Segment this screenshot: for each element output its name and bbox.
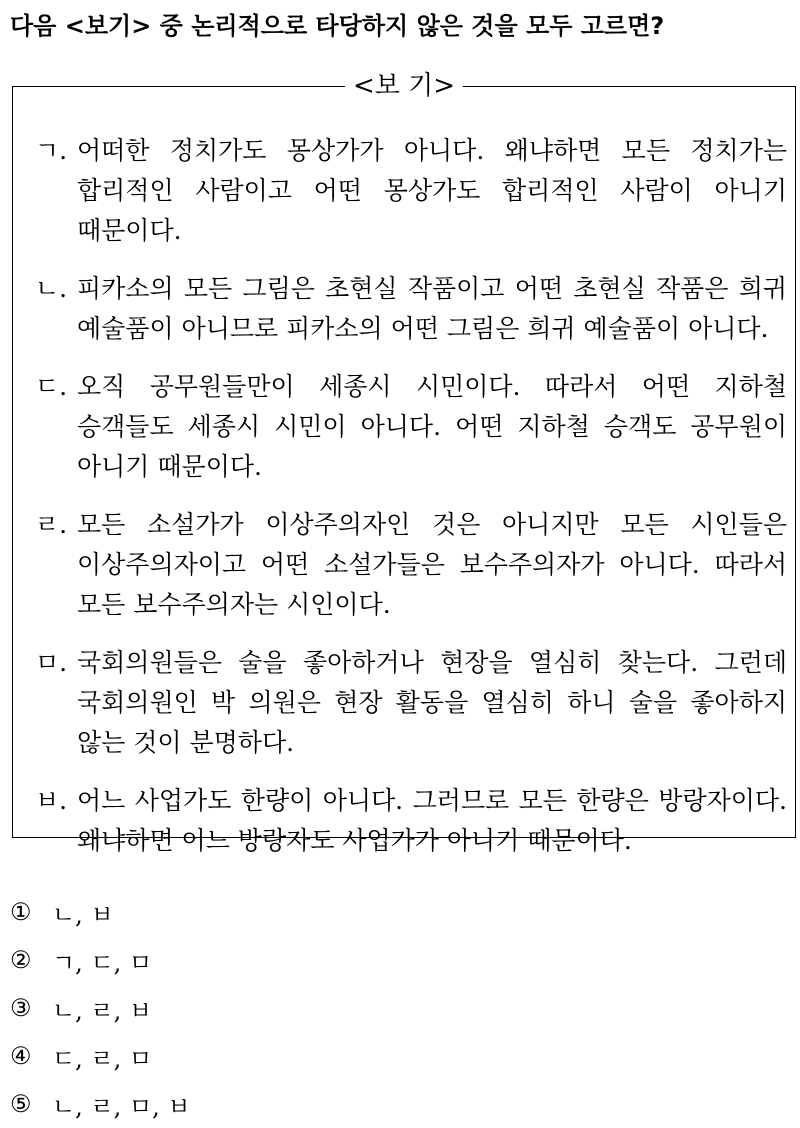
example-item-label: ㄷ. xyxy=(35,372,68,401)
example-item xyxy=(35,505,787,625)
example-item xyxy=(35,367,787,487)
example-item xyxy=(35,131,787,251)
choice-text: ㄴ, ㄹ, ㅁ, ㅂ xyxy=(52,1092,191,1121)
example-box-title: <보 기> xyxy=(345,69,463,103)
example-item-label: ㅂ. xyxy=(35,786,68,815)
example-item-text: 오직 공무원들만이 세종시 시민이다. 따라서 어떤 지하철 승객들도 세종시 시민이 아니다. 어떤 지하철 승객도 공무원이 아니기 때문이다. xyxy=(77,372,787,481)
choice-number: ⑤ xyxy=(10,1090,32,1118)
example-item xyxy=(35,269,787,349)
example-item-label: ㄱ. xyxy=(35,136,68,165)
choice-number: ② xyxy=(10,946,32,974)
example-item-label: ㄴ. xyxy=(35,274,68,303)
answer-choice-5[interactable] xyxy=(10,1080,191,1128)
choice-number: ④ xyxy=(10,1042,32,1070)
answer-choice-1[interactable] xyxy=(10,888,191,936)
example-item-label: ㅁ. xyxy=(35,648,68,677)
example-item xyxy=(35,643,787,763)
choice-text: ㄴ, ㄹ, ㅂ xyxy=(52,996,153,1025)
choice-number: ① xyxy=(10,898,32,926)
example-item xyxy=(35,781,787,861)
example-item-text: 국회의원들은 술을 좋아하거나 현장을 열심히 찾는다. 그런데 국회의원인 박 의원은 현장 활동을 열심히 하니 술을 좋아하지 않는 것이 분명하다. xyxy=(77,648,787,757)
choice-number: ③ xyxy=(10,994,32,1022)
answer-choice-4[interactable] xyxy=(10,1032,191,1080)
question-text: 다음 <보기> 중 논리적으로 타당하지 않은 것을 모두 고르면? xyxy=(10,12,665,40)
answer-choice-2[interactable] xyxy=(10,936,191,984)
example-item-text: 모든 소설가가 이상주의자인 것은 아니지만 모든 시인들은 이상주의자이고 어떤 소설가들은 보수주의자가 아니다. 따라서 모든 보수주의자는 시인이다. xyxy=(77,510,787,619)
answer-choices xyxy=(10,888,191,1128)
choice-text: ㄷ, ㄹ, ㅁ xyxy=(52,1044,153,1073)
example-item-label: ㄹ. xyxy=(35,510,68,539)
example-item-text: 어떠한 정치가도 몽상가가 아니다. 왜냐하면 모든 정치가는 합리적인 사람이고 어떤 몽상가도 합리적인 사람이 아니기 때문이다. xyxy=(77,136,787,245)
example-box xyxy=(12,71,796,855)
choice-text: ㄴ, ㅂ xyxy=(52,900,114,929)
answer-choice-3[interactable] xyxy=(10,984,191,1032)
example-items xyxy=(35,131,787,879)
example-item-text: 어느 사업가도 한량이 아니다. 그러므로 모든 한량은 방랑자이다. 왜냐하면 어느 방랑자도 사업가가 아니기 때문이다. xyxy=(77,786,787,855)
example-item-text: 피카소의 모든 그림은 초현실 작품이고 어떤 초현실 작품은 희귀 예술품이 아니므로 피카소의 어떤 그림은 희귀 예술품이 아니다. xyxy=(77,274,787,343)
choice-text: ㄱ, ㄷ, ㅁ xyxy=(52,948,153,977)
